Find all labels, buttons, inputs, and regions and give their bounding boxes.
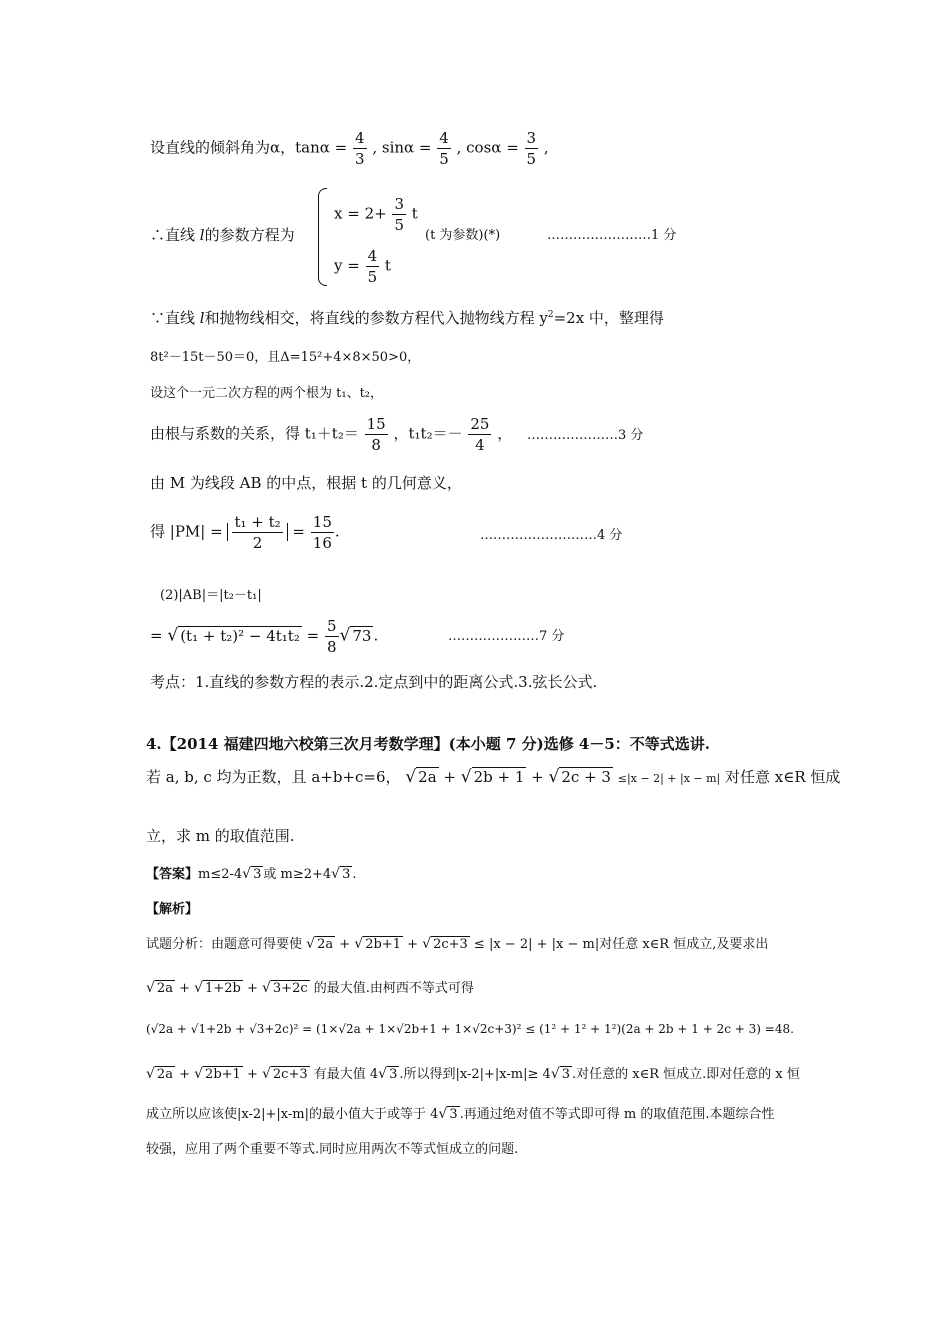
analysis-line6: 较强，应用了两个重要不等式.同时应用两次不等式恒成立的问题. [146, 1142, 519, 1157]
product-fraction: $\frac{25}{4}$ [470, 415, 490, 454]
score-4: ………………………4 分 [480, 528, 623, 543]
analysis-line1: 试题分析：由题意可得要使 √ 2a + √ 2b+1 + √ 2c+3 ≤ |x − 2| + |x − m|对任意 x∈R 恒成立,及要求出 [146, 936, 769, 952]
sum-fraction: $\frac{15}{8}$ [366, 415, 386, 454]
roots-line: 设这个一元二次方程的两个根为 t₁、t₂， [150, 386, 384, 401]
system-brace [318, 188, 327, 286]
question-4-line2: 立，求 m 的取值范围. [146, 827, 295, 845]
analysis-line3: (√2a + √1+2b + √3+2c)² = (1×√2a + 1×√2b+1 + 1×√2c+3)² ≤ (1² + 1² + 1²)(2a + 2b + 1 + 2c + 3) =48. [146, 1022, 794, 1036]
vieta-line: 由根与系数的关系，得 t₁＋t₂＝ $\frac{15}{8}$ ，t₁t₂＝－ $\frac{25}{4}$ ， [150, 415, 513, 454]
sin-fraction: $\frac{4}{5}$ [439, 129, 449, 168]
parameter-note: (t 为参数)(*) [425, 228, 501, 243]
midpoint-line: 由 M 为线段 AB 的中点，根据 t 的几何意义， [150, 474, 462, 492]
analysis-line5: 成立所以应该使|x-2|+|x-m|的最小值大于或等于 4√ 3 .再通过绝对值不等式即可得 m 的取值范围.本题综合性 [146, 1106, 775, 1122]
score-7: …………………7 分 [448, 629, 565, 644]
answer-line: 【答案】m≤2-4√ 3 或 m≥2+4√ 3 . [146, 866, 357, 882]
cos-fraction: $\frac{3}{5}$ [526, 129, 537, 168]
pm-line: 得 |PM| = $\frac{\text{t₁ + t₂}}{2}$ = $\frac{15}{16}$ . [150, 513, 340, 552]
question-4-line1: 若 a, b, c 均为正数，且 a+b+c=6， √ 2a + √ 2b + 1 + √ 2c + 3 ≤|x − 2| + |x − m| 对任意 x∈R 恒成 [146, 767, 841, 787]
analysis-line2: √ 2a + √ 1+2b + √ 3+2c 的最大值.由柯西不等式可得 [146, 980, 474, 996]
question-4-title: 4.【2014 福建四地六校第三次月考数学理】(本小题 7 分)选修 4－5：不等式选讲. [146, 735, 711, 753]
x-equation: x = 2+ $\frac{3}{5}$ t [334, 195, 418, 234]
intersect-line: ∵直线 l和抛物线相交，将直线的参数方程代入抛物线方程 $y^2=2x$ 中，整理得 [150, 309, 664, 327]
score-3: …………………3 分 [527, 428, 644, 443]
y-equation: y = $\frac{4}{5}$ t [334, 247, 391, 286]
score-1: ……………………1 分 [547, 228, 677, 243]
ab-sqrt-line: = √ (t₁ + t₂)² − 4t₁t₂ = $\frac{5}{8}$ √ 73 . [150, 617, 379, 656]
key-points: 考点：1.直线的参数方程的表示.2.定点到中的距离公式.3.弦长公式. [150, 673, 598, 691]
parametric-intro: ∴直线 l的参数方程为 [150, 226, 295, 244]
analysis-line4: √ 2a + √ 2b+1 + √ 2c+3 有最大值 4√ 3 .所以得到|x-2|+|x-m|≥ 4√ 3 .对任意的 x∈R 恒成立.即对任意的 x 恒 [146, 1066, 800, 1082]
ab-line: (2)|AB|＝|t₂－t₁| [160, 588, 262, 603]
tan-sin-cos-line: 设直线的倾斜角为α，tanα = $\frac{4}{3}$ , sinα = $\frac{4}{5}$ , cosα = $\frac{3}{5}$ , [150, 129, 549, 168]
quadratic-line: 8t²－15t－50＝0，且Δ=15²+4×8×50>0， [150, 350, 421, 365]
analysis-label: 【解析】 [146, 902, 199, 917]
tan-fraction: $\frac{4}{3}$ [355, 129, 365, 168]
